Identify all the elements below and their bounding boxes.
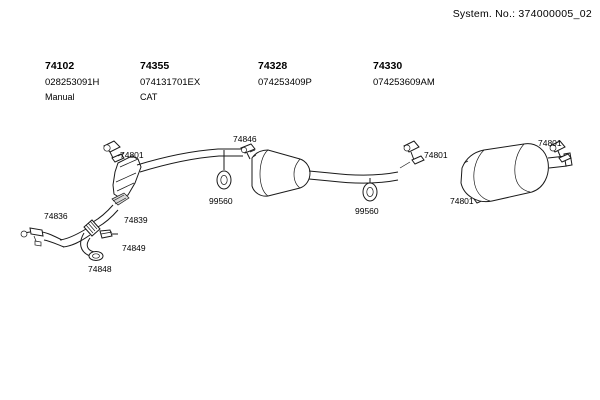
pipe-cat-to-front [93, 205, 113, 222]
catalytic-converter [112, 156, 141, 205]
pipe-cat-to-centre-upper [137, 149, 243, 165]
group-part-number: 074131701EX [140, 77, 201, 88]
gasket-74848 [89, 252, 103, 261]
callout-74846: 74846 [233, 134, 257, 144]
group-part-number: 028253091H [45, 77, 100, 88]
callout-74839: 74839 [124, 215, 148, 225]
pipe-cat-to-centre-lower [140, 156, 243, 172]
rear-muffler [461, 144, 548, 202]
hanger-loop-99560-b [363, 178, 377, 201]
callout-74801-b: 74801 [424, 150, 448, 160]
group-note: CAT [140, 92, 158, 102]
hanger-74801-b [400, 141, 424, 168]
group-code: 74328 [258, 60, 288, 72]
pipe-centre-to-rear-lower [309, 179, 398, 183]
callout-74836: 74836 [44, 211, 68, 221]
group-note: Manual [45, 92, 75, 102]
sensor-74836 [21, 228, 43, 246]
callout-74801-a: 74801 [120, 150, 144, 160]
callout-74801-c: 74801 [538, 138, 562, 148]
group-code: 74102 [45, 60, 75, 72]
system-number-value: 374000005_02 [518, 8, 592, 20]
group-part-number: 074253409P [258, 77, 312, 88]
callout-74848: 74848 [88, 264, 112, 274]
flex-pipe-74849 [84, 220, 100, 236]
group-code: 74355 [140, 60, 170, 72]
group-code: 74330 [373, 60, 403, 72]
callout-99560-b: 99560 [355, 206, 379, 216]
group-part-number: 074253609AM [373, 77, 435, 88]
tailpipe-lower [549, 166, 567, 168]
callout-74849: 74849 [122, 243, 146, 253]
pipe-centre-to-rear-upper [309, 171, 398, 175]
callout-74801-d: 74801 [450, 196, 474, 206]
clamp-74839 [100, 230, 118, 238]
centre-silencer [252, 150, 310, 196]
callout-99560-a: 99560 [209, 196, 233, 206]
system-number-label: System. No.: [452, 8, 516, 20]
